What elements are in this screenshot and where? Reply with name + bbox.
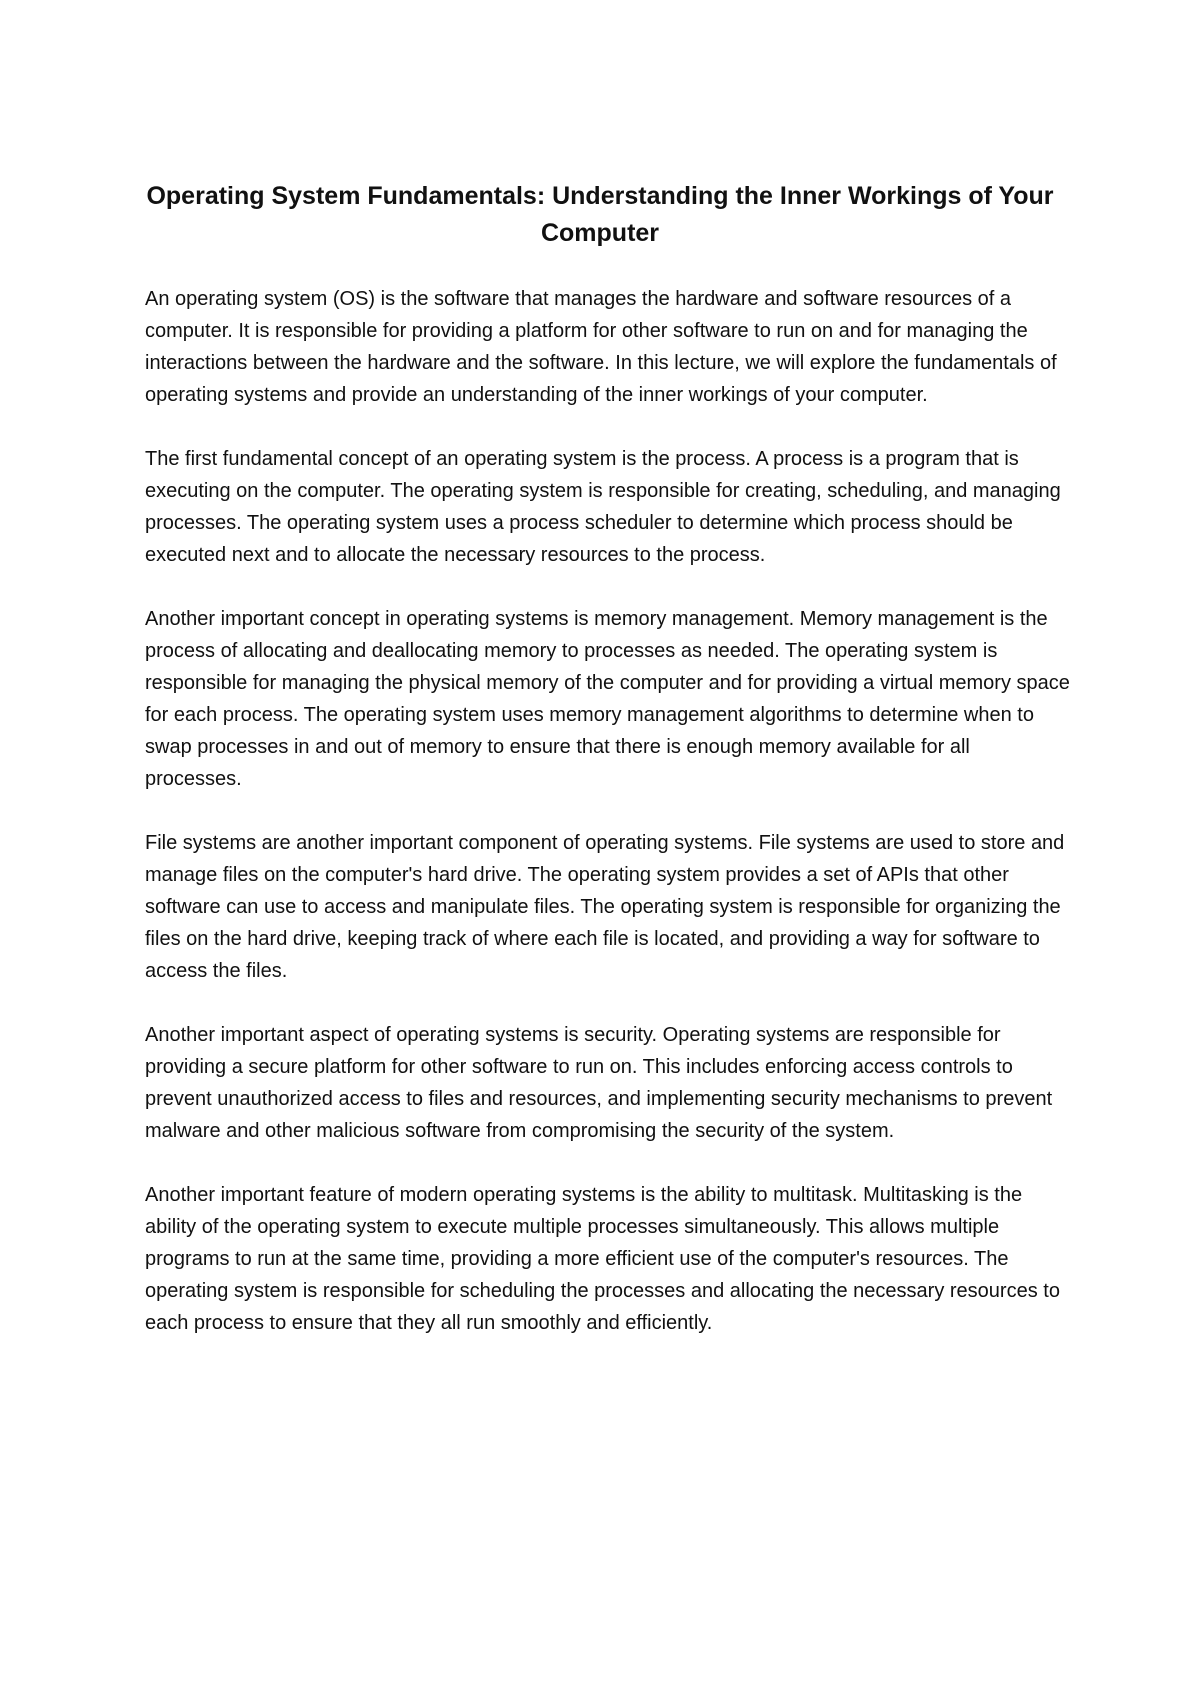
document-body	[145, 283, 1070, 1371]
paragraph-multitasking: Another important feature of modern operating systems is the ability to multitask. Multitasking is the ability of the operating system to execute multiple processes simultaneously. This allows multiple programs to run at the same time, providing a more efficient use of the computer's resources. The operating system is responsible for scheduling the processes and allocating the necessary resources to each process to ensure that they all run smoothly and efficiently.	[145, 1184, 1060, 1334]
paragraph-process: The first fundamental concept of an operating system is the process. A process is a program that is executing on the computer. The operating system is responsible for creating, scheduling, and managing processes. The operating system uses a process scheduler to determine which process should be executed next and to allocate the necessary resources to the process.	[145, 448, 1061, 566]
paragraph-introduction: An operating system (OS) is the software that manages the hardware and software resources of a computer. It is responsible for providing a platform for other software to run on and for managing the interactions between the hardware and the software. In this lecture, we will explore the fundamentals of operating systems and provide an understanding of the inner workings of your computer.	[145, 288, 1057, 406]
paragraph-memory-management: Another important concept in operating systems is memory management. Memory management is the process of allocating and deallocating memory to processes as needed. The operating system is responsible for managing the physical memory of the computer and for providing a virtual memory space for each process. The operating system uses memory management algorithms to determine when to swap processes in and out of memory to ensure that there is enough memory available for all processes.	[145, 608, 1070, 790]
paragraph-security: Another important aspect of operating systems is security. Operating systems are responsible for providing a secure platform for other software to run on. This includes enforcing access controls to prevent unauthorized access to files and resources, and implementing security mechanisms to prevent malware and other malicious software from compromising the security of the system.	[145, 1024, 1053, 1142]
document-title: Operating System Fundamentals: Understanding the Inner Workings of Your Computer	[146, 182, 1054, 247]
paragraph-file-systems: File systems are another important component of operating systems. File systems are used to store and manage files on the computer's hard drive. The operating system provides a set of APIs that other software can use to access and manipulate files. The operating system is responsible for organizing the files on the hard drive, keeping track of where each file is located, and providing a way for software to access the files.	[145, 832, 1065, 982]
